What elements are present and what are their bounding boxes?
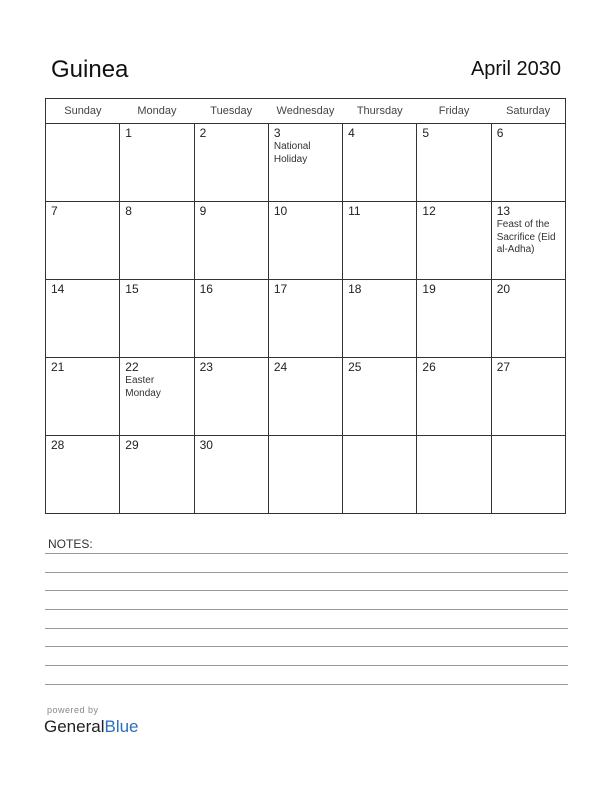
day-number: 16 <box>199 282 213 296</box>
day-cell <box>46 280 120 358</box>
day-number: 18 <box>348 282 362 296</box>
day-number: 12 <box>422 204 436 218</box>
holiday-label <box>269 438 342 439</box>
day-cell <box>268 124 342 202</box>
weekday-header-row <box>46 99 566 124</box>
day-cell <box>46 358 120 436</box>
holiday-label <box>120 218 193 219</box>
day-number: 9 <box>199 204 207 218</box>
day-number: 26 <box>422 360 436 374</box>
note-line <box>45 684 568 685</box>
day-cell <box>491 280 565 358</box>
day-cell <box>120 358 194 436</box>
note-line <box>45 572 568 573</box>
day-number: 10 <box>273 204 288 218</box>
brand-logo <box>44 717 139 737</box>
day-cell <box>343 202 417 280</box>
day-cell <box>194 280 268 358</box>
holiday-label <box>343 140 416 141</box>
day-cell <box>417 202 491 280</box>
holiday-label <box>195 140 268 141</box>
day-number: 15 <box>125 282 139 296</box>
notes-label: NOTES: <box>48 537 93 551</box>
holiday-label: National Holiday <box>273 141 311 165</box>
holiday-label <box>492 438 565 439</box>
day-cell <box>194 202 268 280</box>
day-number: 23 <box>199 360 213 374</box>
holiday-label <box>417 218 490 219</box>
day-cell <box>268 202 342 280</box>
brand-blue: Blue <box>104 717 139 736</box>
holiday-label <box>46 452 119 453</box>
note-line <box>45 628 568 629</box>
holiday-label <box>195 374 268 375</box>
holiday-label <box>343 438 416 439</box>
day-number: 28 <box>51 438 65 452</box>
day-number: 7 <box>51 204 58 218</box>
day-number: 1 <box>125 126 132 140</box>
day-number: 13 <box>496 204 511 218</box>
note-line <box>45 665 568 666</box>
note-line <box>45 609 568 610</box>
weekday-friday: Friday <box>417 99 491 124</box>
weekday-saturday: Saturday <box>491 99 565 124</box>
month-year-title: April 2030 <box>470 58 561 80</box>
day-number: 24 <box>273 360 288 374</box>
day-cell <box>194 436 268 514</box>
day-cell <box>343 280 417 358</box>
day-number: 6 <box>496 126 504 140</box>
holiday-label <box>343 296 416 297</box>
day-number: 2 <box>199 126 207 140</box>
holiday-label <box>343 218 416 219</box>
week-row <box>46 202 566 280</box>
day-cell <box>417 280 491 358</box>
note-line <box>45 590 568 591</box>
day-cell <box>120 280 194 358</box>
holiday-label <box>46 126 119 127</box>
day-number: 20 <box>496 282 511 296</box>
day-number: 14 <box>51 282 65 296</box>
day-cell <box>491 358 565 436</box>
calendar-grid <box>45 98 566 514</box>
holiday-label <box>120 452 193 453</box>
day-cell <box>491 202 565 280</box>
holiday-label <box>417 438 490 439</box>
holiday-label <box>492 140 565 141</box>
holiday-label <box>269 374 342 375</box>
day-number: 27 <box>496 360 511 374</box>
day-cell <box>417 436 491 514</box>
holiday-label <box>195 218 268 219</box>
day-cell <box>46 124 120 202</box>
day-cell <box>194 358 268 436</box>
day-cell <box>120 202 194 280</box>
week-row <box>46 358 566 436</box>
day-number: 4 <box>348 126 355 140</box>
day-cell <box>417 358 491 436</box>
powered-by-text: powered by <box>47 705 99 715</box>
day-number: 3 <box>273 126 281 140</box>
week-row <box>46 280 566 358</box>
day-number: 21 <box>51 360 65 374</box>
day-cell <box>343 358 417 436</box>
holiday-label <box>195 452 268 453</box>
note-line <box>45 646 568 647</box>
holiday-label <box>343 374 416 375</box>
day-cell <box>268 436 342 514</box>
weekday-wednesday: Wednesday <box>268 99 342 124</box>
day-number: 5 <box>422 126 430 140</box>
holiday-label <box>120 296 193 297</box>
country-title: Guinea <box>51 56 129 83</box>
holiday-label: Easter Monday <box>125 375 161 399</box>
holiday-label: Feast of the Sacrifice (Eid al-Adha) <box>496 219 556 255</box>
day-cell <box>491 436 565 514</box>
day-cell <box>268 280 342 358</box>
day-number: 8 <box>125 204 132 218</box>
holiday-label <box>492 296 565 297</box>
day-cell <box>194 124 268 202</box>
day-cell <box>268 358 342 436</box>
holiday-label <box>269 218 342 219</box>
holiday-label <box>417 374 490 375</box>
day-cell <box>46 436 120 514</box>
day-cell <box>120 124 194 202</box>
day-number: 11 <box>348 204 361 218</box>
day-number: 29 <box>125 438 139 452</box>
holiday-label <box>46 374 119 375</box>
holiday-label <box>492 374 565 375</box>
week-row <box>46 436 566 514</box>
day-number: 25 <box>348 360 362 374</box>
holiday-label <box>120 140 193 141</box>
holiday-label <box>417 296 490 297</box>
weekday-sunday: Sunday <box>46 99 120 124</box>
day-cell <box>343 436 417 514</box>
weekday-monday: Monday <box>120 99 194 124</box>
day-cell <box>120 436 194 514</box>
brand-general: General <box>44 717 105 736</box>
holiday-label <box>269 296 342 297</box>
weekday-thursday: Thursday <box>343 99 417 124</box>
day-cell <box>491 124 565 202</box>
day-number: 30 <box>199 438 213 452</box>
day-cell <box>417 124 491 202</box>
day-cell <box>46 202 120 280</box>
note-line <box>45 553 568 554</box>
weekday-tuesday: Tuesday <box>194 99 268 124</box>
day-cell <box>343 124 417 202</box>
day-number: 22 <box>125 360 139 374</box>
holiday-label <box>195 296 268 297</box>
week-row <box>46 124 566 202</box>
holiday-label <box>46 218 119 219</box>
holiday-label <box>417 140 490 141</box>
day-number: 19 <box>422 282 436 296</box>
day-number: 17 <box>273 282 288 296</box>
holiday-label <box>46 296 119 297</box>
